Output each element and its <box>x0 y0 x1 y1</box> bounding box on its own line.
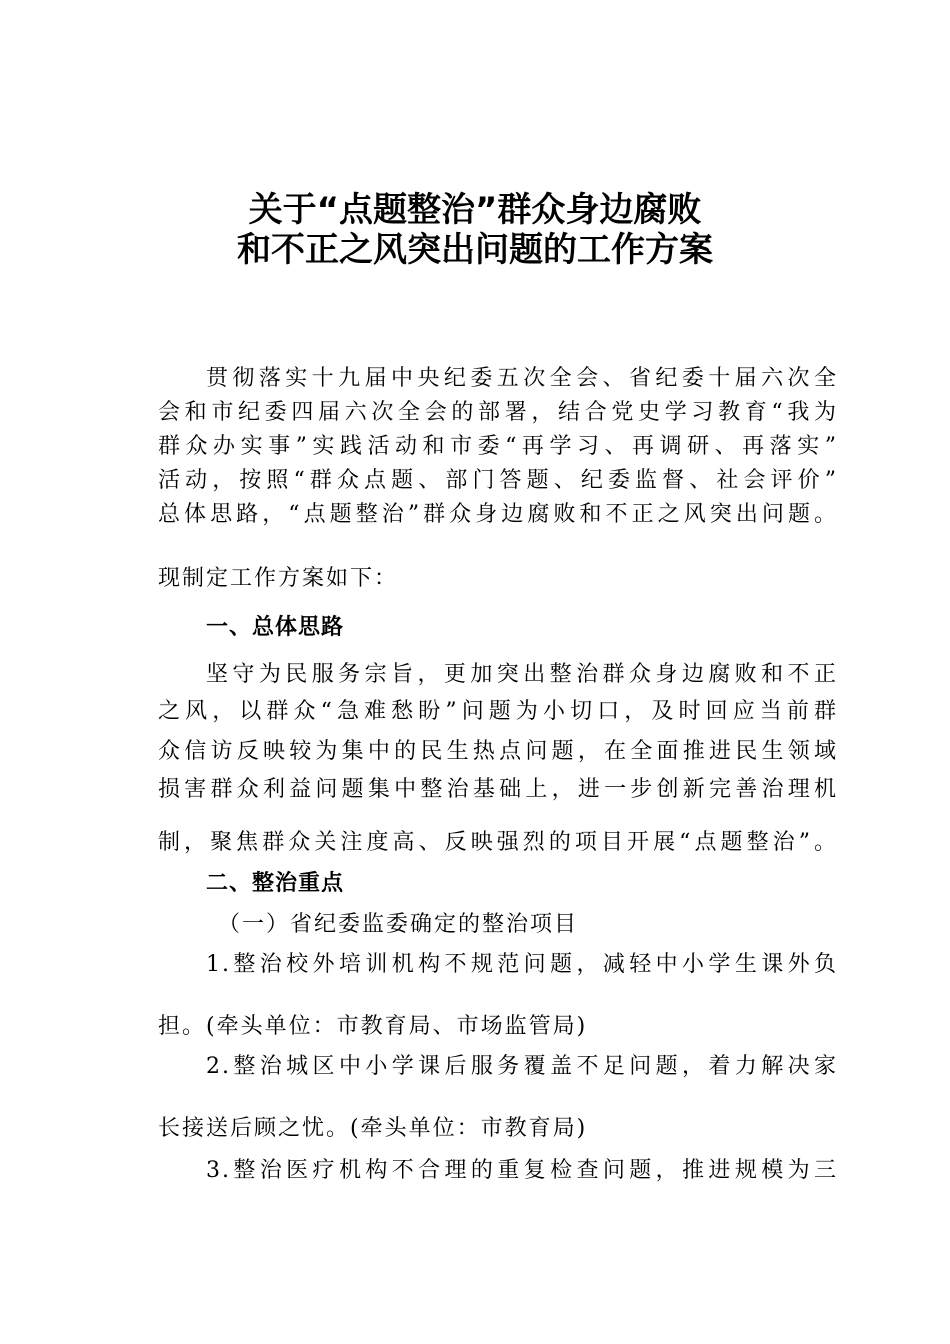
intro-line-5: 总体思路，“点题整治”群众身边腐败和不正之风突出问题。 <box>158 502 838 527</box>
section-heading-key-issues: 二、整治重点 <box>206 871 345 896</box>
section1-line-2: 之风，以群众“急难愁盼”问题为小切口，及时回应当前群 <box>158 699 838 724</box>
document-title-line-2: 和不正之风突出问题的工作方案 <box>237 230 713 270</box>
document-title-line-1: 关于“点题整治”群众身边腐败 <box>248 190 702 230</box>
item-1-line-2: 担。(牵头单位：市教育局、市场监管局) <box>158 1014 588 1039</box>
item-1-line-1: 1.整治校外培训机构不规范问题，减轻中小学生课外负 <box>206 952 838 977</box>
item-2-line-1: 2.整治城区中小学课后服务覆盖不足问题，着力解决家 <box>206 1054 838 1079</box>
intro-line-6: 现制定工作方案如下： <box>158 566 399 591</box>
intro-line-1: 贯彻落实十九届中央纪委五次全会、省纪委十届六次全 <box>206 366 838 391</box>
section1-line-1: 坚守为民服务宗旨，更加突出整治群众身边腐败和不正 <box>206 662 838 687</box>
item-3-line-1: 3.整治医疗机构不合理的重复检查问题，推进规模为三 <box>206 1158 838 1183</box>
intro-line-2: 会和市纪委四届六次全会的部署，结合党史学习教育“我为 <box>158 400 838 425</box>
section1-line-4: 损害群众利益问题集中整治基础上，进一步创新完善治理机 <box>158 777 838 802</box>
section-heading-overall-approach: 一、总体思路 <box>206 615 345 640</box>
subsection-heading-provincial-items: （一）省纪委监委确定的整治项目 <box>218 912 579 937</box>
intro-line-4: 活动，按照“群众点题、部门答题、纪委监督、社会评价” <box>158 468 838 493</box>
item-2-line-2: 长接送后顾之忧。(牵头单位：市教育局) <box>158 1116 588 1141</box>
section1-line-5: 制，聚焦群众关注度高、反映强烈的项目开展“点题整治”。 <box>158 830 838 855</box>
section1-line-3: 众信访反映较为集中的民生热点问题，在全面推进民生领域 <box>158 739 838 764</box>
intro-line-3: 群众办实事”实践活动和市委“再学习、再调研、再落实” <box>158 434 838 459</box>
